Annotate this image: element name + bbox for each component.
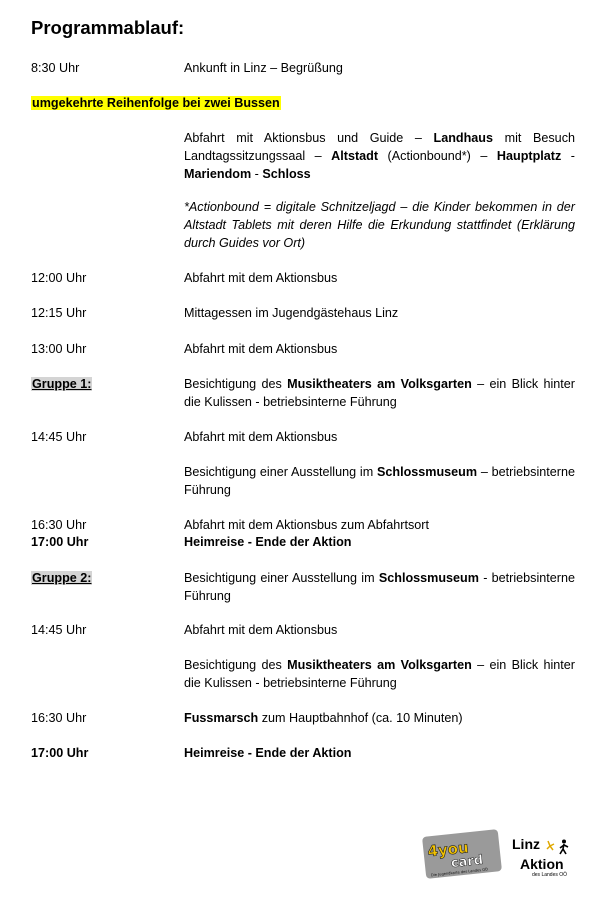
tour-description: Abfahrt mit Aktionsbus und Guide – Landhaus mit Besuch Landtagssitzungssaal – Altstadt (Actionbound*) – Hauptplatz - Mariendom - Schloss (184, 131, 575, 181)
group-1-label: Gruppe 1: (32, 377, 92, 391)
g2-desc-walk: Fussmarsch zum Hauptbahnhof (ca. 10 Minuten) (184, 711, 463, 725)
desc-bus-1200: Abfahrt mit dem Aktionsbus (184, 271, 338, 285)
highlight-note: umgekehrte Reihenfolge bei zwei Bussen (32, 96, 280, 110)
card-mid-text: card (450, 852, 484, 872)
desc-arrival: Ankunft in Linz – Begrüßung (184, 61, 343, 75)
desc-bus-1300: Abfahrt mit dem Aktionsbus (184, 342, 338, 356)
time-1200: 12:00 Uhr (31, 271, 87, 285)
time-1300: 13:00 Uhr (31, 342, 87, 356)
card-top-text: 4you (426, 838, 470, 861)
g1-time-1630: 16:30 Uhr (31, 518, 87, 532)
g1-desc-return: Heimreise - Ende der Aktion (184, 535, 352, 549)
time-830: 8:30 Uhr (31, 61, 80, 75)
g1-time-1700: 17:00 Uhr (31, 535, 89, 549)
desc-lunch: Mittagessen im Jugendgästehaus Linz (184, 306, 399, 320)
figure-icon (546, 840, 556, 854)
linz-aktion-logo (510, 836, 572, 882)
hiker-icon (558, 839, 570, 855)
g1-desc-departure: Abfahrt mit dem Aktionsbus zum Abfahrtsort (184, 518, 429, 532)
linz-text: Linz (512, 836, 540, 852)
g2-time-1700: 17:00 Uhr (31, 746, 89, 760)
g1-desc-bus: Abfahrt mit dem Aktionsbus (184, 430, 338, 444)
g2-visit-theater: Besichtigung des Musiktheaters am Volksgarten – ein Blick hinter die Kulissen - betriebsinterne Führung (184, 658, 575, 690)
actionbound-note: *Actionbound = digitale Schnitzeljagd – die Kinder bekommen in der Altstadt Tablets mit deren Hilfe die Erkundung stattfindet (Erklärung durch Guides vor Ort) (184, 200, 575, 250)
g2-desc-bus: Abfahrt mit dem Aktionsbus (184, 623, 338, 637)
g1-visit-museum: Besichtigung einer Ausstellung im Schlossmuseum – betriebsinterne Führung (184, 465, 575, 497)
page-title: Programmablauf: (31, 17, 185, 38)
landes-text: des Landes OÖ (532, 872, 568, 878)
card-sub-text: Die Jugendkarte des Landes OÖ (430, 867, 489, 878)
group-2-label: Gruppe 2: (32, 571, 92, 585)
time-1215: 12:15 Uhr (31, 306, 87, 320)
g2-time-1630: 16:30 Uhr (31, 711, 87, 725)
g1-time-1445: 14:45 Uhr (31, 430, 87, 444)
g1-visit-theater: Besichtigung des Musiktheaters am Volksgarten – ein Blick hinter die Kulissen - betriebsinterne Führung (184, 377, 575, 409)
g2-desc-return: Heimreise - Ende der Aktion (184, 746, 352, 760)
g2-visit-museum: Besichtigung einer Ausstellung im Schlossmuseum - betriebsinterne Führung (184, 571, 575, 603)
aktion-text: Aktion (520, 856, 564, 872)
4youcard-logo (420, 827, 504, 881)
g2-time-1445: 14:45 Uhr (31, 623, 87, 637)
